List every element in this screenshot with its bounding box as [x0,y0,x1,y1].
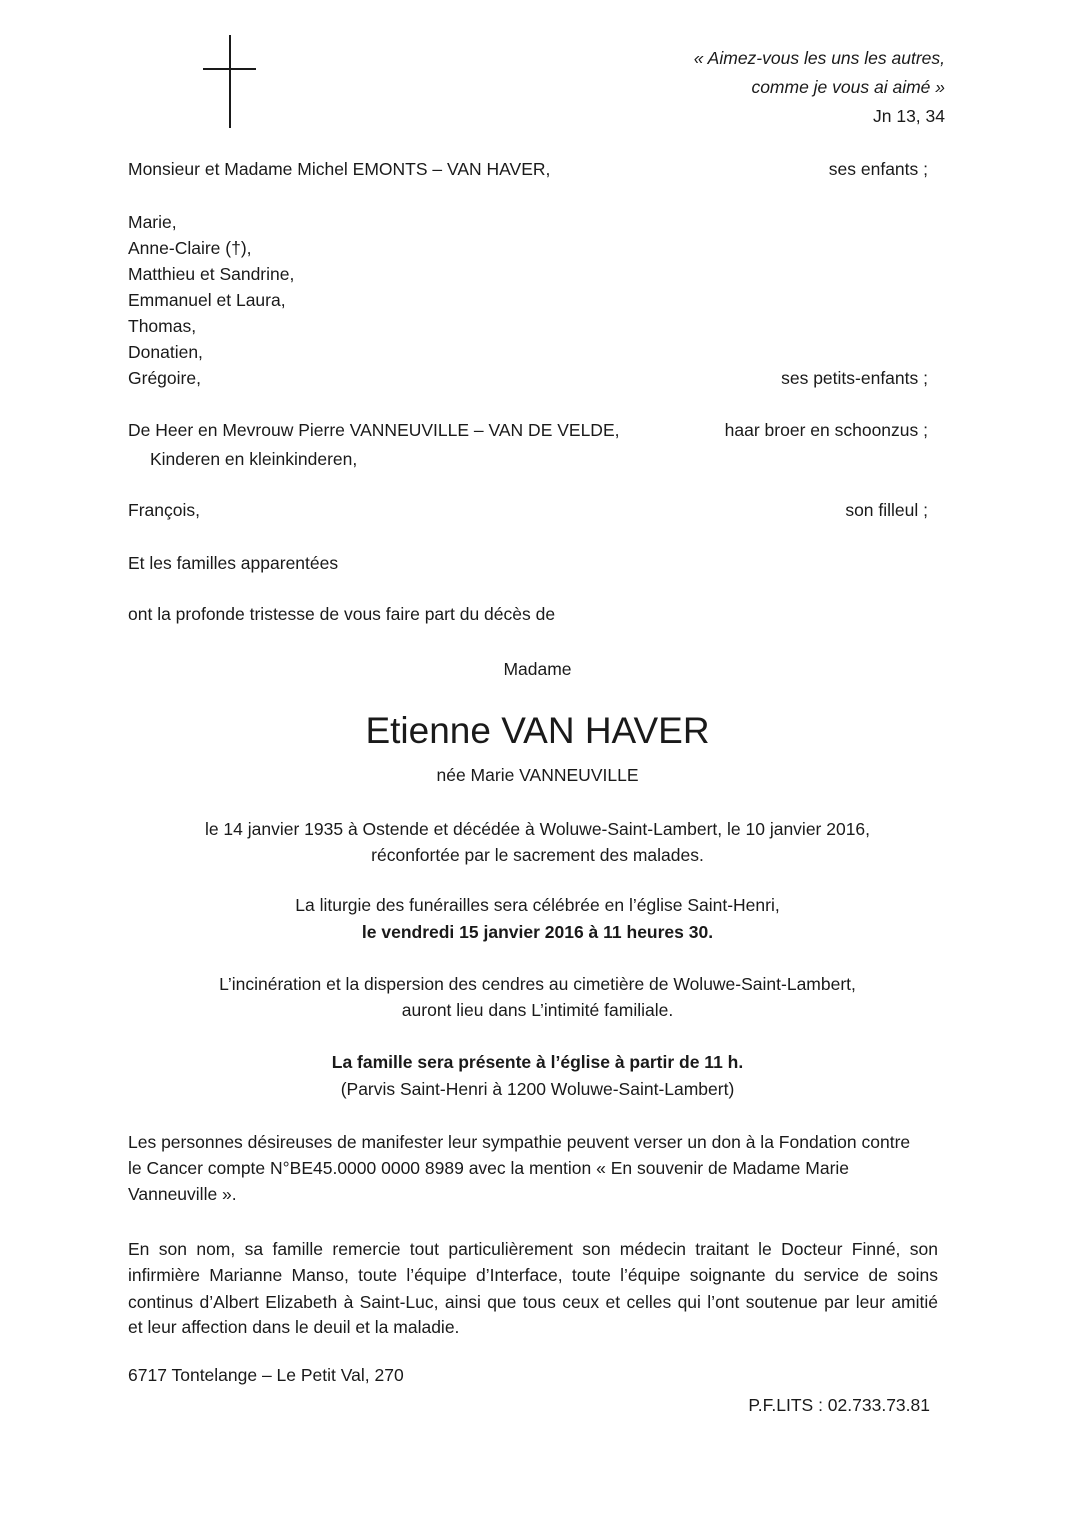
grandchild-name: Grégoire, [128,368,201,388]
thanks-line: et leur affection dans le deuil et la maladie. [128,1317,460,1337]
church-location-line: (Parvis Saint-Henri à 1200 Woluwe-Saint-Lambert) [340,1079,735,1099]
quote-line-1: « Aimez-vous les uns les autres, [693,48,945,68]
sibling-sub-line: Kinderen en kleinkinderen, [150,449,358,469]
quote-reference: Jn 13, 34 [873,106,945,126]
godson-row [128,497,938,523]
funeral-home-line: P.F.LITS : 02.733.73.81 [748,1395,930,1415]
cross-icon-horizontal [203,68,256,70]
grandchild-name: Donatien, [128,342,203,362]
life-dates-line-2: réconfortée par le sacrement des malades. [371,845,704,865]
thanks-line: infirmière Marianne Manso, toute l’équipe d’Interface, toute l’équipe soignante du service de soins [128,1265,938,1285]
grandchild-name: Anne-Claire (†), [128,238,252,258]
maiden-name: née Marie VANNEUVILLE [436,765,639,785]
sibling-names: De Heer en Mevrouw Pierre VANNEUVILLE – VAN DE VELDE, [128,420,620,440]
quote-line-2: comme je vous ai aimé » [751,77,945,97]
cremation-line-2: auront lieu dans L’intimité familiale. [401,1000,674,1020]
sibling-relation-label: haar broer en schoonzus ; [724,420,928,440]
family-presence-line: La famille sera présente à l’église à partir de 11 h. [331,1052,744,1072]
grandchild-name: Thomas, [128,316,197,336]
scripture-quote [694,44,945,131]
address-line: 6717 Tontelange – Le Petit Val, 270 [128,1365,404,1385]
related-families-line: Et les familles apparentées [128,553,339,573]
life-dates-line-1: le 14 janvier 1935 à Ostende et décédée à Woluwe-Saint-Lambert, le 10 janvier 2016, [204,819,871,839]
godson-name: François, [128,500,200,520]
grandchildren-last-row [128,365,938,391]
godson-relation-label: son filleul ; [845,500,928,520]
donation-line: Les personnes désireuses de manifester leur sympathie peuvent verser un don à la Fondation contre [128,1132,911,1152]
liturgy-date-line: le vendredi 15 janvier 2016 à 11 heures 30. [361,922,714,942]
liturgy-line-1: La liturgie des funérailles sera célébrée en l’église Saint-Henri, [295,895,780,915]
thanks-line: continus d’Albert Elizabeth à Saint-Luc, ainsi que tous ceux et celles qui l’ont soutenue par leur amitié [128,1292,938,1312]
donation-line: Vanneuville ». [128,1184,237,1204]
children-relation-label: ses enfants ; [828,159,928,179]
grandchild-name: Marie, [128,212,177,232]
grandchild-name: Emmanuel et Laura, [128,290,286,310]
cremation-line-1: L’incinération et la dispersion des cendres au cimetière de Woluwe-Saint-Lambert, [219,974,856,994]
grandchild-name: Matthieu et Sandrine, [128,264,295,284]
donation-line: le Cancer compte N°BE45.0000 0000 8989 avec la mention « En souvenir de Madame Marie [128,1158,850,1178]
thanks-line: En son nom, sa famille remercie tout particulièrement son médecin traitant le Docteur Finné, son [128,1239,938,1259]
cross-icon-vertical [229,35,231,128]
announcement-intro: ont la profonde tristesse de vous faire part du décès de [128,604,556,624]
children-row [128,156,938,182]
sibling-row [128,417,938,443]
deceased-title: Madame [503,659,572,679]
deceased-name: Etienne VAN HAVER [365,710,710,751]
children-names: Monsieur et Madame Michel EMONTS – VAN HAVER, [128,159,551,179]
grandchildren-relation-label: ses petits-enfants ; [781,368,928,388]
